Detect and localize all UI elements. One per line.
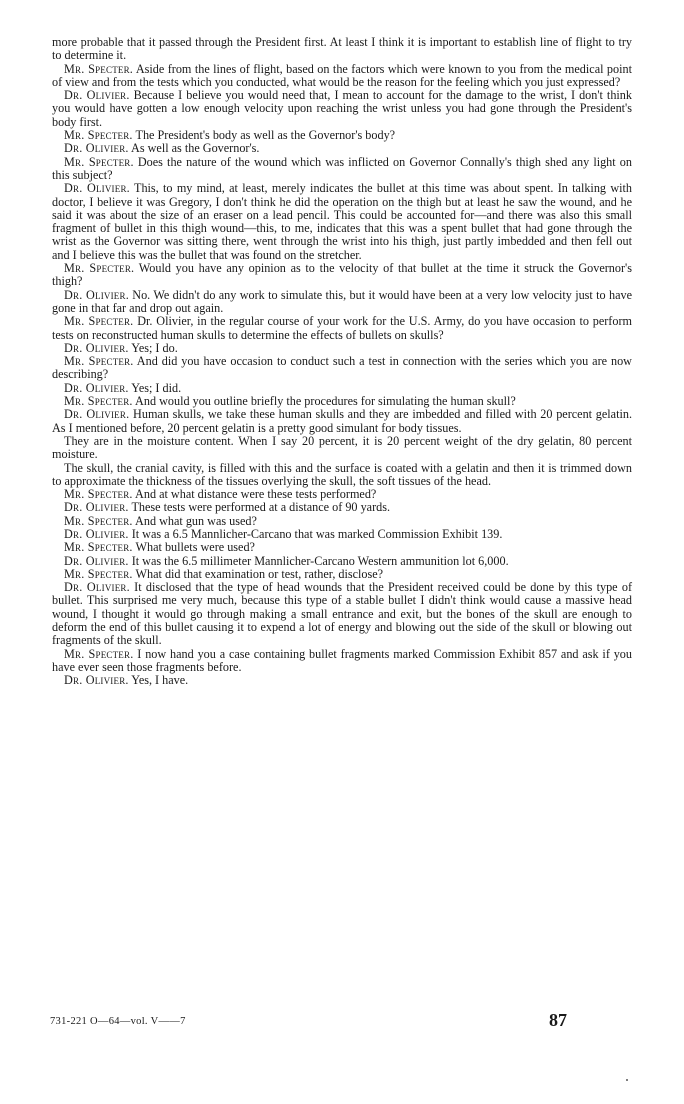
transcript-paragraph	[52, 315, 632, 342]
paragraph-text: They are in the moisture content. When I say 20 percent, it is 20 percent weight of the dry gelatin, 80 percent moisture.	[52, 433, 632, 462]
transcript-paragraph	[52, 382, 632, 395]
speaker-name: Dr. Olivier.	[64, 580, 130, 595]
paragraph-text: And at what distance were these tests performed?	[132, 487, 377, 502]
speaker-name: Dr. Olivier.	[64, 407, 130, 422]
speaker-name: Mr. Specter.	[64, 394, 133, 409]
speaker-name: Dr. Olivier.	[64, 287, 129, 302]
paragraph-text: The President's body as well as the Governor's body?	[132, 128, 396, 143]
paragraph-text: Yes; I do.	[128, 340, 178, 355]
transcript-paragraph	[52, 289, 632, 316]
transcript-paragraph	[52, 63, 632, 90]
speaker-name: Dr. Olivier.	[64, 673, 129, 688]
speaker-name: Mr. Specter.	[64, 513, 133, 528]
speaker-name: Dr. Olivier.	[64, 553, 129, 568]
paragraph-text: What did that examination or test, rather, disclose?	[132, 566, 384, 581]
transcript-paragraph	[52, 435, 632, 462]
transcript-paragraph	[52, 36, 632, 63]
speaker-name: Mr. Specter.	[64, 314, 134, 329]
speaker-name: Dr. Olivier.	[64, 380, 129, 395]
paragraph-text: It disclosed that the type of head wounds that the President received could be done by this type of bullet. This surprised me very much, because this type of a stable bullet I didn't think would cause a massive head wound, I thought it would go through making a small entrance and exit, but the bones of the skull are enough to deform the end of this bullet causing it to expend a lot of energy and blowing out the side of the skull or blowing out fragments of the skull.	[52, 580, 633, 648]
paragraph-text: Because I believe you would need that, I mean to account for the damage to the wrist, I don't think you would have gotten a low enough velocity upon reaching the wrist unless you had gone through the President's body first.	[52, 88, 632, 129]
transcript-paragraph	[52, 156, 632, 183]
paragraph-text: It was the 6.5 millimeter Mannlicher-Carcano Western ammunition lot 6,000.	[128, 553, 509, 568]
speaker-name: Mr. Specter.	[64, 354, 134, 369]
transcript-paragraph	[52, 581, 632, 647]
page-number: 87	[549, 1010, 567, 1030]
paragraph-text: And did you have occasion to conduct such a test in connection with the series which you are now describing?	[52, 354, 632, 382]
speaker-name: Mr. Specter.	[64, 540, 133, 555]
transcript-paragraph	[52, 182, 632, 262]
transcript-paragraph	[52, 488, 632, 501]
paragraph-text: The skull, the cranial cavity, is filled with this and the surface is coated with a gelatin and then it is trimmed down to approximate the thickness of the tissues overlying the skull, the soft tissues of the head.	[52, 460, 632, 488]
paragraph-text: Yes; I did.	[128, 380, 182, 395]
transcript-paragraph	[52, 408, 632, 435]
scan-speck	[626, 1079, 628, 1081]
speaker-name: Mr. Specter.	[64, 128, 133, 143]
paragraph-text: I now hand you a case containing bullet fragments marked Commission Exhibit 857 and ask if you have ever seen those fragments before.	[52, 646, 632, 674]
transcript-paragraph	[52, 395, 632, 408]
transcript-paragraph	[52, 262, 632, 289]
transcript-body	[52, 36, 632, 688]
speaker-name: Dr. Olivier.	[64, 526, 129, 541]
speaker-name: Mr. Specter.	[64, 61, 134, 76]
transcript-paragraph	[52, 515, 632, 528]
speaker-name: Mr. Specter.	[64, 566, 133, 581]
transcript-paragraph	[52, 89, 632, 129]
transcript-paragraph	[52, 555, 632, 568]
paragraph-text: No. We didn't do any work to simulate this, but it would have been at a very low velocity just to have gone in that far and drop out again.	[52, 287, 632, 315]
transcript-paragraph	[52, 129, 632, 142]
speaker-name: Mr. Specter.	[64, 646, 134, 661]
transcript-paragraph	[52, 462, 632, 489]
transcript-paragraph	[52, 355, 632, 382]
speaker-name: Mr. Specter.	[64, 154, 134, 169]
transcript-paragraph	[52, 568, 632, 581]
paragraph-text: These tests were performed at a distance of 90 yards.	[128, 500, 391, 515]
transcript-paragraph	[52, 528, 632, 541]
paragraph-text: more probable that it passed through the President first. At least I think it is important to establish line of flight to try to determine it.	[52, 35, 632, 63]
speaker-name: Mr. Specter.	[64, 487, 133, 502]
speaker-name: Mr. Specter.	[64, 261, 135, 276]
paragraph-text: Yes, I have.	[128, 673, 189, 688]
paragraph-text: And would you outline briefly the procedures for simulating the human skull?	[132, 394, 516, 409]
paragraph-text: Does the nature of the wound which was inflicted on Governor Connally's thigh shed any light on this subject?	[52, 154, 632, 182]
transcript-paragraph	[52, 648, 632, 675]
paragraph-text: Would you have any opinion as to the velocity of that bullet at the time it struck the Governor's thigh?	[52, 261, 632, 289]
transcript-paragraph	[52, 541, 632, 554]
speaker-name: Dr. Olivier.	[64, 88, 130, 103]
paragraph-text: Aside from the lines of flight, based on the factors which were known to you from the medical point of view and from the tests which you conducted, what would be the reason for the feeling which you just expressed?	[52, 61, 632, 89]
paragraph-text: Dr. Olivier, in the regular course of your work for the U.S. Army, do you have occasion to perform tests on reconstructed human skulls to determine the effects of bullets on skulls?	[52, 314, 632, 342]
transcript-paragraph	[52, 342, 632, 355]
speaker-name: Dr. Olivier.	[64, 141, 129, 156]
speaker-name: Dr. Olivier.	[64, 500, 129, 515]
paragraph-text: And what gun was used?	[132, 513, 257, 528]
paragraph-text: This, to my mind, at least, merely indicates the bullet at this time was about spent. In talking with doctor, I believe it was Gregory, I don't think he did the operation on the thigh but at least he saw the wound, and he said it was about the size of an eraser on a lead pencil. This could be accounted for—and there was also this small fragment of bullet in this thigh wound—this, to me, indicates that this was a spent bullet that had gone through the wrist as the Governor was sitting there, went through the wrist into his thigh, just partly imbedded and then fell out and I believe this was the bullet that was found on the stretcher.	[52, 181, 632, 262]
transcript-paragraph	[52, 142, 632, 155]
transcript-paragraph	[52, 501, 632, 514]
paragraph-text: What bullets were used?	[132, 540, 255, 555]
paragraph-text: Human skulls, we take these human skulls and they are imbedded and filled with 20 percent gelatin. As I mentioned before, 20 percent gelatin is a pretty good simulant for body tissues.	[52, 407, 632, 435]
paragraph-text: It was a 6.5 Mannlicher-Carcano that was marked Commission Exhibit 139.	[128, 526, 503, 541]
print-code: 731-221 O—64—vol. V——7	[50, 1016, 186, 1027]
paragraph-text: As well as the Governor's.	[128, 141, 260, 156]
transcript-paragraph	[52, 674, 632, 687]
speaker-name: Dr. Olivier.	[64, 340, 129, 355]
speaker-name: Dr. Olivier.	[64, 181, 130, 196]
